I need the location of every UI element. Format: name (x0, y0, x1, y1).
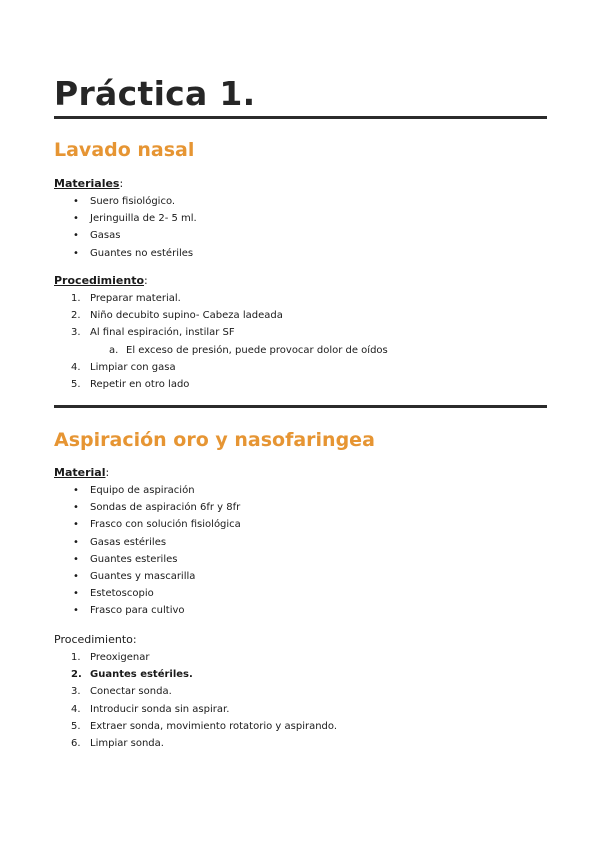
section-divider (54, 405, 547, 408)
list-item: 6. Limpiar sonda. (71, 737, 164, 749)
materials-label: Material: (54, 466, 110, 479)
list-item: • Equipo de aspiración (73, 485, 195, 496)
list-item: 1. Preparar material. (71, 293, 181, 304)
list-item: • Guantes y mascarilla (73, 570, 196, 582)
list-item: • Frasco para cultivo (73, 605, 185, 617)
list-item: 5. Extraer sonda, movimiento rotatorio y aspirando. (71, 720, 338, 732)
list-item: 3. Al final espiración, instilar SF (71, 327, 235, 339)
list-item: 2. Guantes estériles. (71, 669, 193, 681)
materials-list-2 (0, 482, 600, 620)
list-item: 2. Niño decubito supino- Cabeza ladeada (71, 310, 283, 322)
materials-list-1 (0, 193, 600, 262)
list-item: • Gasas estériles (73, 536, 167, 548)
title-divider (54, 116, 547, 119)
list-item: • Guantes esteriles (73, 553, 178, 565)
list-item: • Suero fisiológico. (73, 196, 176, 207)
list-subitem: a. El exceso de presión, puede provocar dolor de oídos (109, 344, 388, 356)
page-title: Práctica 1. (54, 74, 256, 113)
list-item: • Gasas (73, 230, 121, 242)
section-heading-lavado-nasal: Lavado nasal (54, 139, 195, 161)
list-item: • Frasco con solución fisiológica (73, 519, 241, 531)
procedure-list-1 (0, 290, 600, 393)
list-item: 4. Limpiar con gasa (71, 361, 176, 373)
list-item: 5. Repetir en otro lado (71, 378, 190, 390)
list-item: 1. Preoxigenar (71, 652, 150, 663)
section-heading-aspiracion: Aspiración oro y nasofaringea (54, 429, 375, 451)
list-item: • Guantes no estériles (73, 247, 194, 259)
list-item: 4. Introducir sonda sin aspirar. (71, 703, 230, 715)
list-item: • Jeringuilla de 2- 5 ml. (73, 213, 197, 225)
procedure-label: Procedimiento: (54, 274, 148, 287)
list-item: • Estetoscopio (73, 588, 154, 600)
list-item: 3. Conectar sonda. (71, 686, 172, 698)
materials-label: Materiales: (54, 177, 124, 190)
procedure-list-2 (0, 649, 600, 752)
procedure-label: Procedimiento: (54, 633, 137, 646)
list-item: • Sondas de aspiración 6fr y 8fr (73, 502, 241, 514)
